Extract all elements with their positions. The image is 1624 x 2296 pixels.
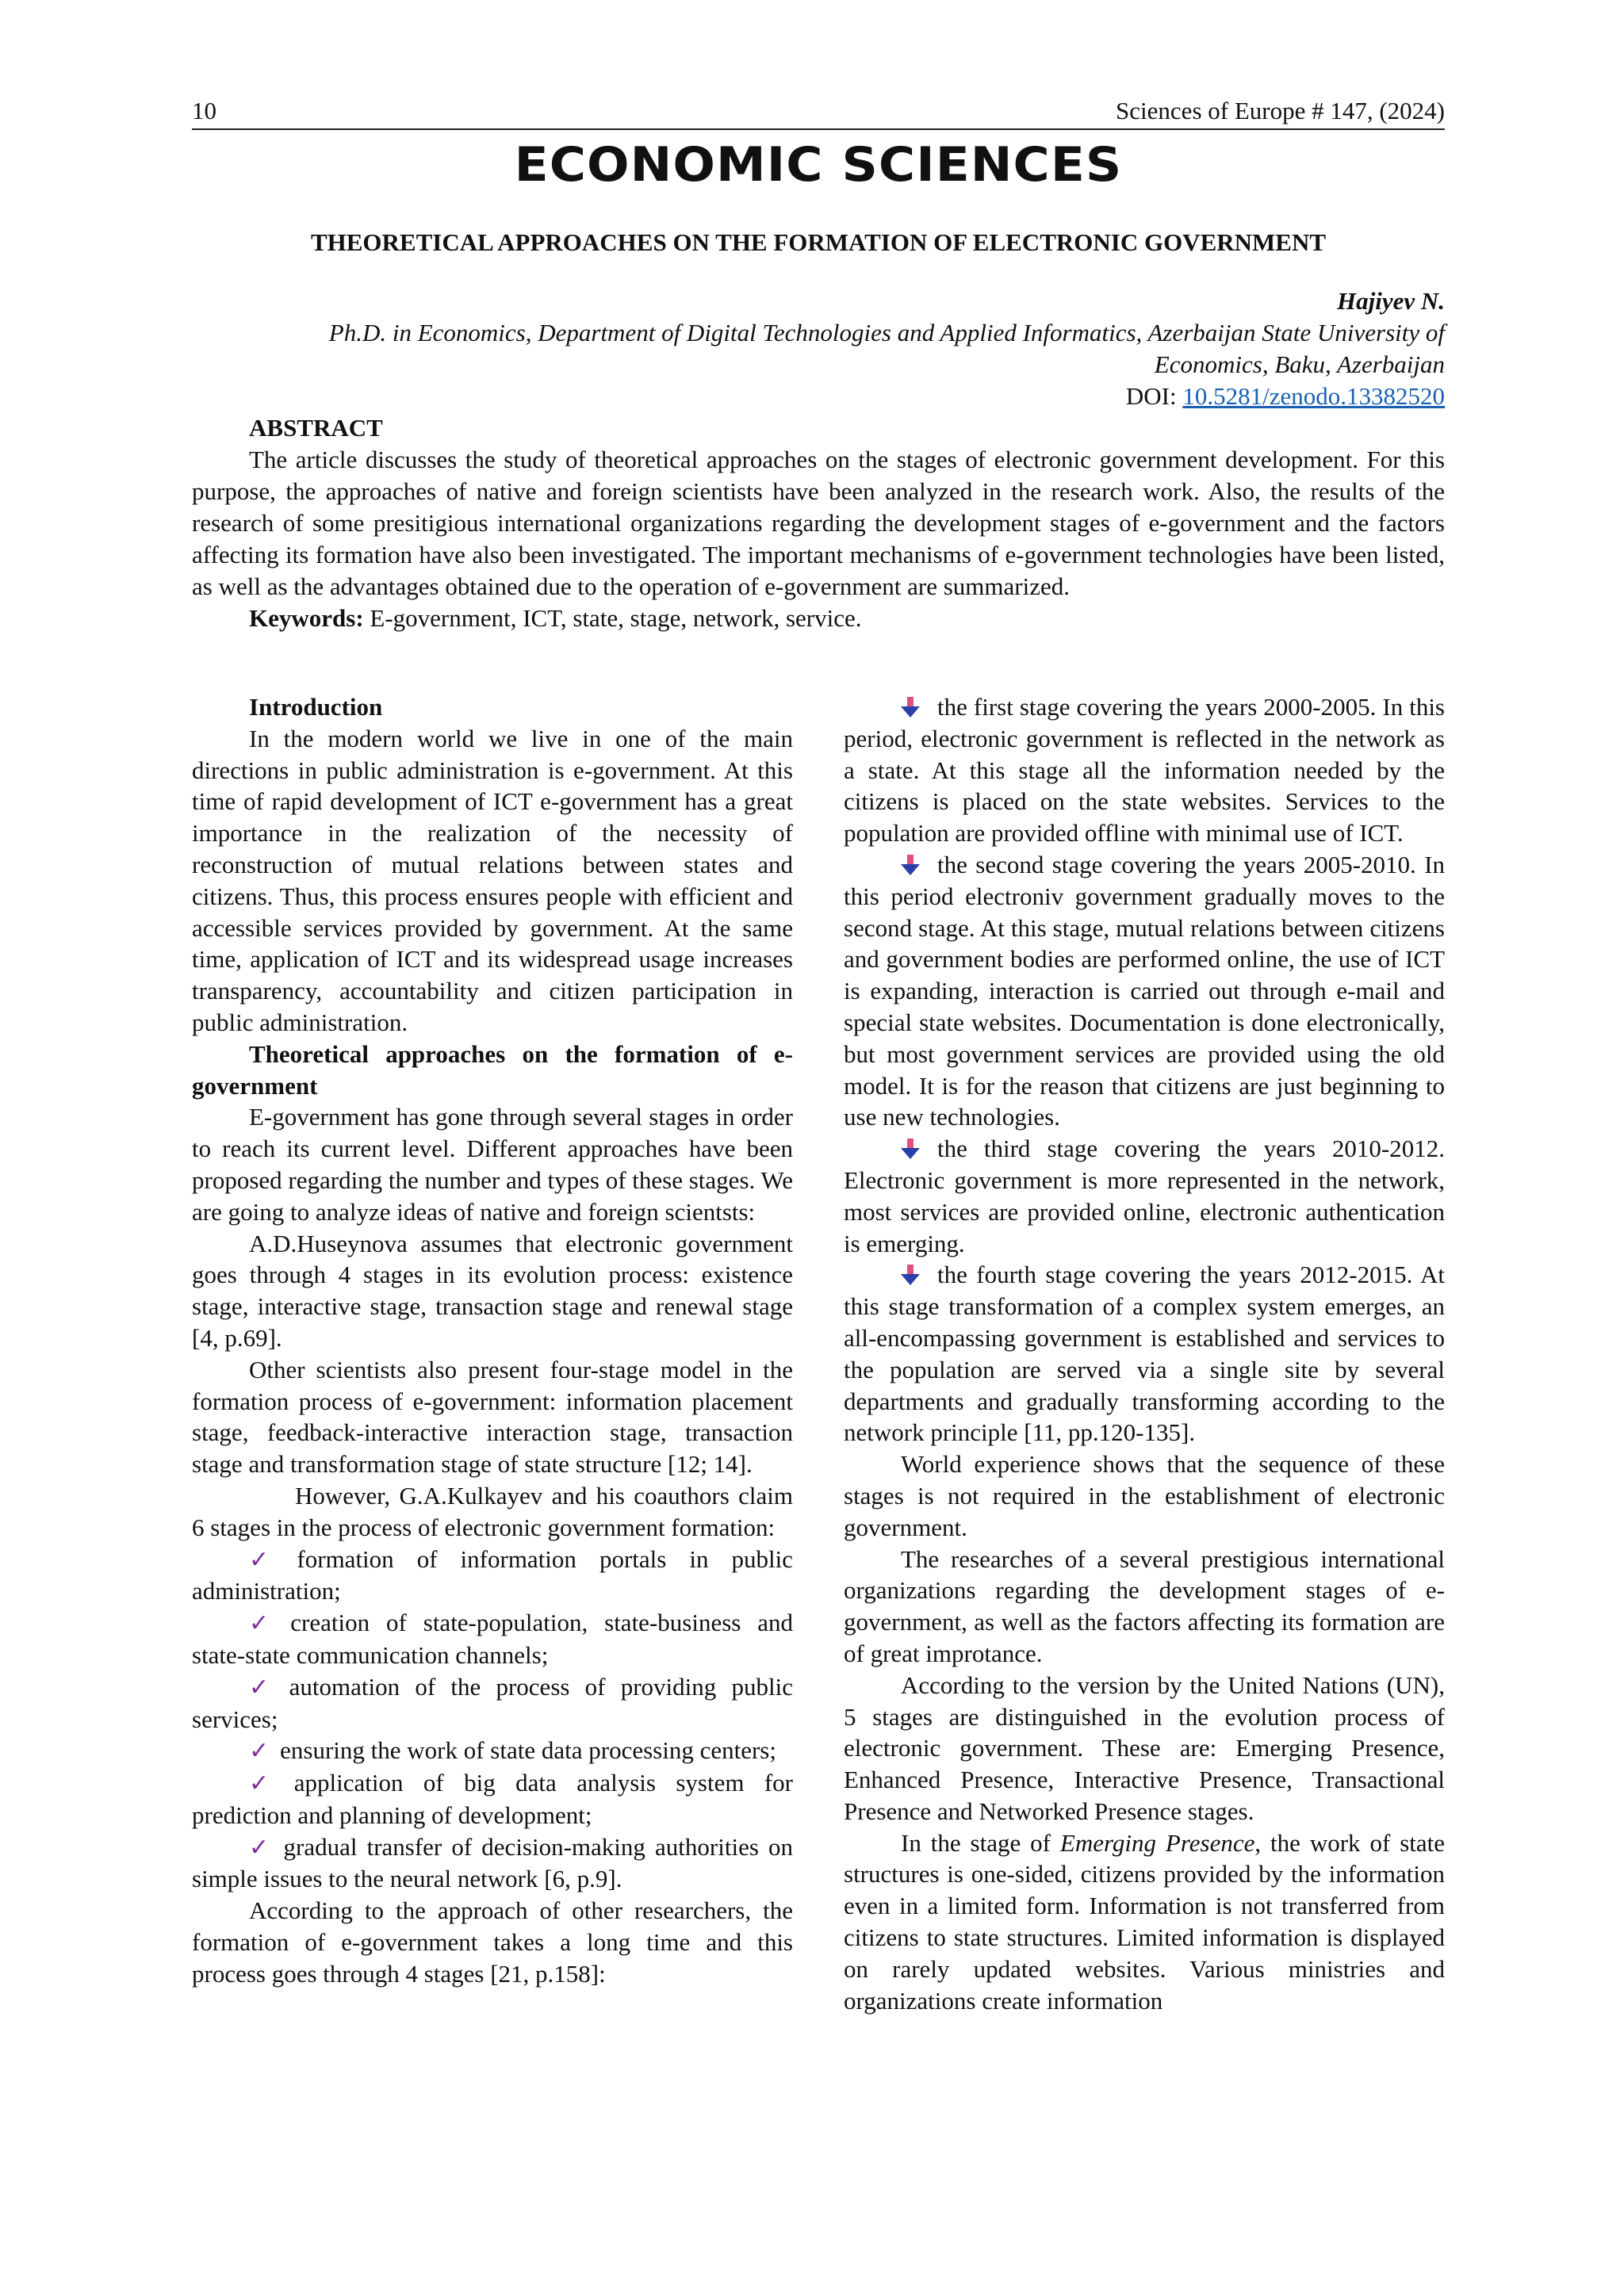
check-icon: ✓: [249, 1546, 286, 1573]
paragraph: According to the version by the United Nations (UN), 5 stages are distinguished in the evolution process of electronic government. These are: Emerging Presence, Enhanced Presence, Interactive Presence, Transactional Presence and Networked Presence stages.: [844, 1670, 1445, 1825]
abstract-text: The article discusses the study of theoretical approaches on the stages of electronic government development. For this purpose, the approaches of native and foreign scientists have been analyzed in the research work. Also, the results of the research of some presitigious international organizations regarding the development stages of e-government and the factors affecting its formation have also been investigated. The important mechanisms of e-government technologies have been listed, as well as the advantages obtained due to the operation of e-government are summarized.: [192, 446, 1445, 600]
body-columns: [192, 691, 1445, 2016]
page: [192, 95, 1445, 634]
stage-text: the second stage covering the years 2005-2010. In this period electroniv government gradually moves to the second stage. At this stage, mutual relations between citizens and government bodies are performed online, the use of ICT is expanding, interaction is carried out through e-mail and special state websites. Documentation is done electronically, but most government services are provided using the old model. It is for the reason that citizens are just beginning to use new technologies.: [844, 850, 1445, 1131]
abstract-heading: ABSTRACT: [249, 414, 383, 442]
running-header: [192, 95, 1445, 130]
check-item-text: gradual transfer of decision-making authorities on simple issues to the neural network [6, p.9].: [192, 1832, 794, 1893]
check-list-item: [192, 1544, 793, 1608]
intro-paragraph: In the modern world we live in one of the main directions in public administration is e-government. At this time of rapid development of ICT e-government has a great importance in the realization of the necessity of reconstruction of mutual relations between states and citizens. Thus, this process ensures people with efficient and accessible services provided by government. At the same time, application of ICT and its widespread usage increases transparency, accountability and citizen participation in public administration.: [192, 724, 793, 1036]
check-list-item: [192, 1735, 793, 1767]
check-list-item: [192, 1767, 793, 1831]
keywords-text: E-government, ICT, state, stage, network, service.: [370, 604, 862, 632]
left-column: [192, 691, 793, 2016]
check-item-text: automation of the process of providing public services;: [192, 1672, 793, 1733]
paragraph: Other scientists also present four-stage model in the formation process of e-government: information placement stage, feedback-interactive interaction stage, transaction stage and transformation stage of state structure [12; 14].: [192, 1355, 793, 1479]
down-arrow-icon: [901, 697, 920, 718]
down-arrow-icon: [901, 1265, 920, 1285]
theory-heading: Theoretical approaches on the formation of e-government: [192, 1039, 793, 1100]
stage-text: the third stage covering the years 2010-2012. Electronic government is more represented in the network, most services are provided online, electronic authentication is emerging.: [844, 1135, 1445, 1257]
check-item-text: ensuring the work of state data processing centers;: [280, 1736, 776, 1765]
doi-link[interactable]: 10.5281/zenodo.13382520: [1182, 382, 1445, 410]
check-item-text: application of big data analysis system for prediction and planning of development;: [192, 1769, 793, 1829]
check-icon: ✓: [249, 1674, 278, 1701]
stage-list-item: [844, 691, 1445, 849]
check-list-item: [192, 1671, 793, 1735]
author-name: Hajiyev N.: [1336, 287, 1445, 315]
check-list-item: [192, 1831, 793, 1896]
right-column: [844, 691, 1445, 2016]
check-icon: ✓: [249, 1834, 273, 1861]
paragraph: However, G.A.Kulkayev and his coauthors claim 6 stages in the process of electronic government formation:: [192, 1481, 793, 1541]
down-arrow-icon: [901, 855, 920, 875]
keywords-line: [192, 603, 1445, 634]
abstract: [192, 412, 1445, 634]
paragraph: World experience shows that the sequence of these stages is not required in the establishment of electronic government.: [844, 1450, 1445, 1541]
check-list-item: [192, 1607, 793, 1671]
stage-text: the fourth stage covering the years 2012-2015. At this stage transformation of a complex system emerges, an all-encompassing government is established and services to the population are served via a single site by several departments and gradually transforming according to the network principle [11, pp.120-135].: [844, 1261, 1445, 1447]
section-title: ECONOMIC SCIENCES: [514, 137, 1123, 193]
check-item-text: formation of information portals in public administration;: [192, 1544, 793, 1605]
paragraph: [844, 1827, 1445, 2017]
article-title: THEORETICAL APPROACHES ON THE FORMATION OF ELECTRONIC GOVERNMENT: [310, 228, 1327, 256]
text-segment: In the stage of: [901, 1828, 1051, 1857]
emphasis-text: Emerging Presence: [1059, 1828, 1255, 1857]
stage-list-item: [844, 1133, 1445, 1259]
check-icon: ✓: [249, 1738, 270, 1765]
author-block: [192, 285, 1445, 412]
doi-label: DOI:: [1125, 382, 1177, 410]
check-icon: ✓: [249, 1770, 283, 1797]
paragraph: E-government has gone through several stages in order to reach its current level. Different approaches have been proposed regarding the number and types of these stages. We are going to analyze ideas of native and foreign scientsts:: [192, 1103, 793, 1226]
check-item-text: creation of state-population, state-business and state-state communication channels;: [192, 1609, 793, 1669]
author-affiliation: Ph.D. in Economics, Department of Digital Technologies and Applied Informatics, Azerbaijan State University of Economics, Baku, Azerbaijan: [328, 319, 1445, 378]
check-icon: ✓: [249, 1610, 280, 1637]
paragraph: According to the approach of other researchers, the formation of e-government takes a long time and this process goes through 4 stages [21, p.158]:: [192, 1896, 793, 1988]
keywords-label: Keywords:: [249, 604, 364, 632]
paragraph: The researches of a several prestigious international organizations regarding the development stages of e-government, as well as the factors affecting its formation are of great improtance.: [844, 1544, 1445, 1667]
paragraph: A.D.Huseynova assumes that electronic government goes through 4 stages in its evolution process: existence stage, interactive stage, transaction stage and renewal stage [4, p.69].: [192, 1229, 793, 1352]
text-segment: , the work of state structures is one-sided, citizens provided by the information even in a limited form. Information is not transferred from citizens to state structures. Limited information is displayed on rarely updated websites. Various ministries and organizations create information: [844, 1828, 1446, 2015]
journal-title: Sciences of Europe # 147, (2024): [1116, 97, 1445, 124]
down-arrow-icon: [901, 1138, 920, 1159]
stage-list-item: [844, 849, 1445, 1133]
stage-text: the first stage covering the years 2000-2005. In this period, electronic government is reflected in the network as a state. At this stage all the information needed by the citizens is placed on the state websites. Services to the population are provided offline with minimal use of ICT.: [844, 693, 1445, 848]
doi-line: [192, 381, 1445, 412]
intro-heading: Introduction: [249, 693, 383, 721]
page-number: 10: [192, 97, 216, 124]
stage-list-item: [844, 1259, 1445, 1448]
